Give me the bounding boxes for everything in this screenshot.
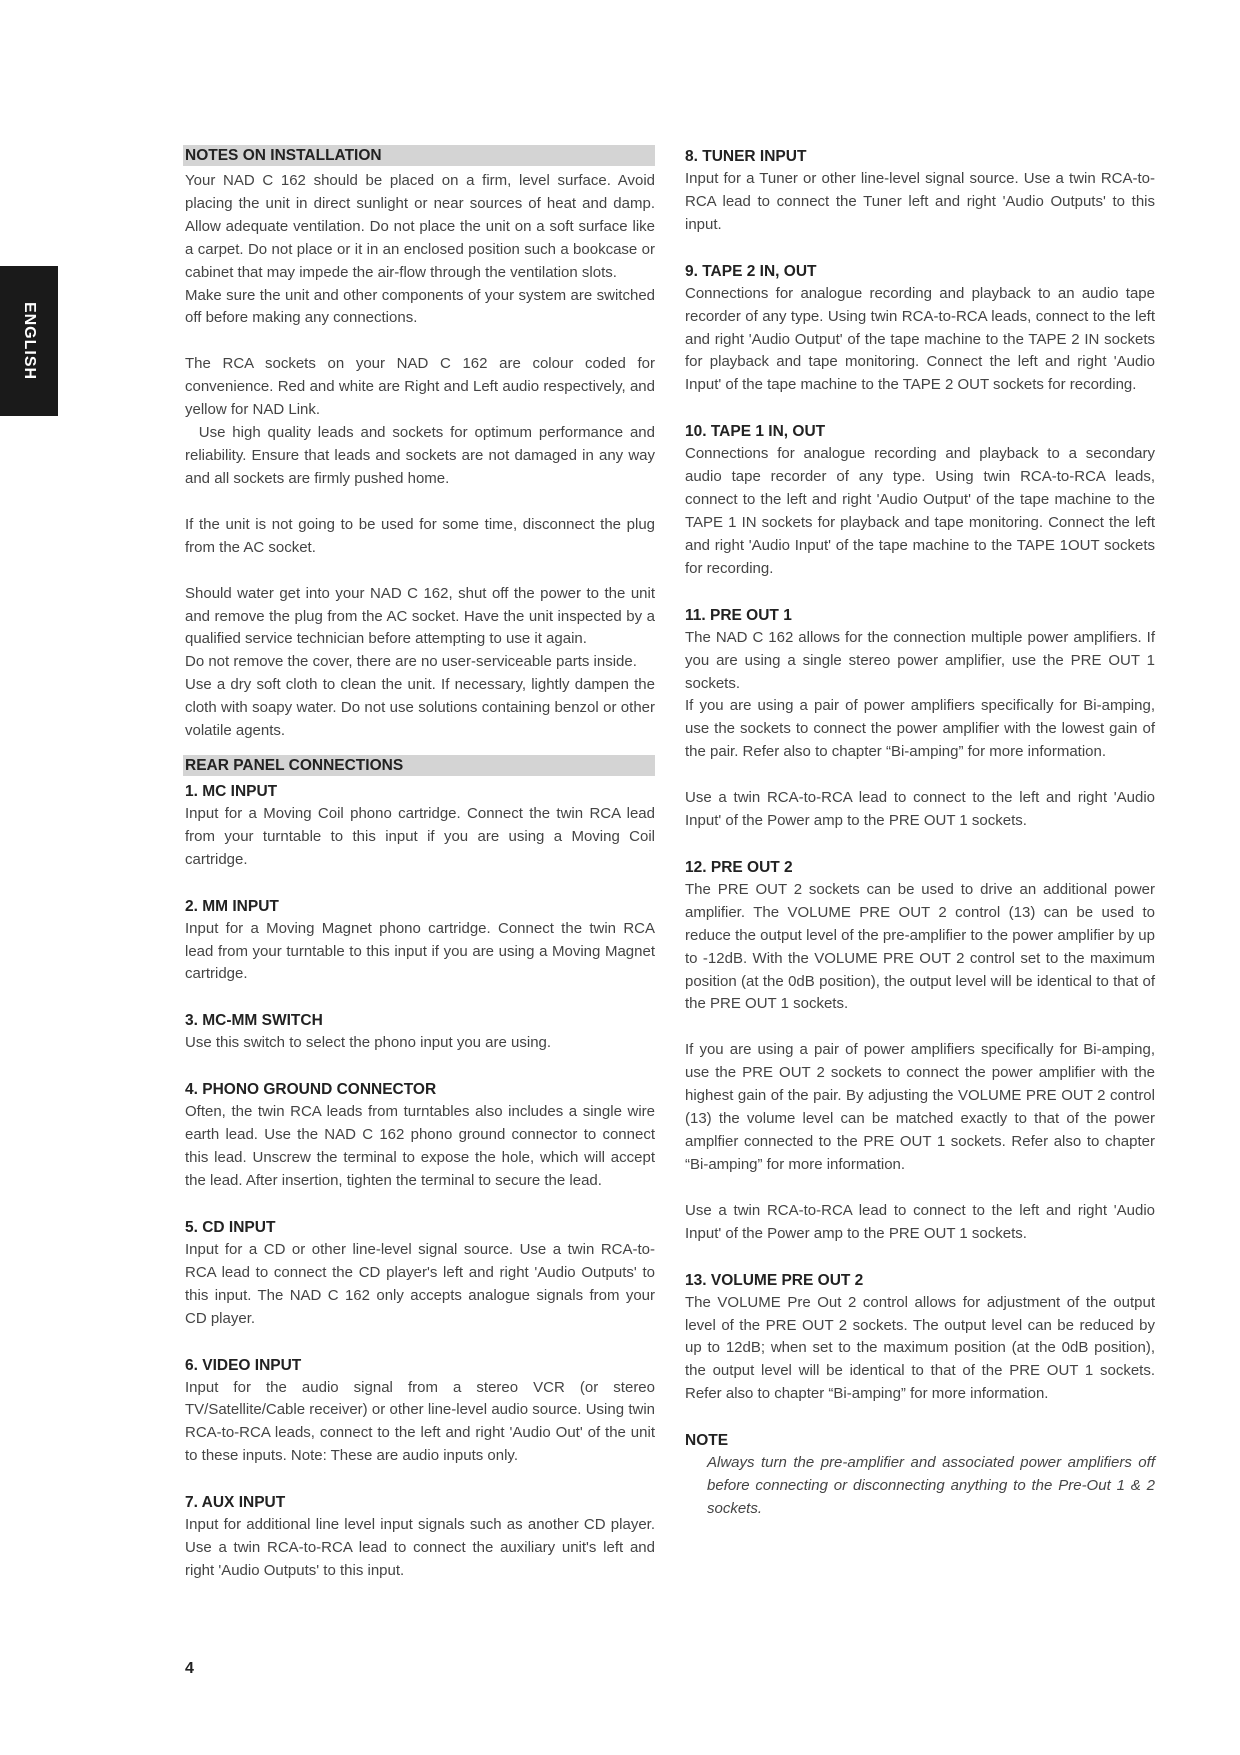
section-text-pre-out-2: Use a twin RCA-to-RCA lead to connect to the left and right 'Audio Input' of the Power amp to the PRE OUT 1 sockets. [685,1201,1155,1242]
rear-panel-title: REAR PANEL CONNECTIONS [183,755,655,776]
section-heading-tuner-input: 8. TUNER INPUT [685,148,807,165]
section-heading-aux-input: 7. AUX INPUT [185,1494,286,1512]
section-heading-cd-input: 5. CD INPUT [185,1218,276,1236]
language-tab [0,266,58,416]
installation-paragraph: Your NAD C 162 should be placed on a firm, level surface. Avoid placing the unit in direct sunlight or near sources of heat and damp. Allow adequate ventilation. Do not place the unit on a soft surface like a carpet. Do not place or it in an enclosed position such a bookcase or cabinet that may impede the air-flow through the ventilation slots. [185,172,655,281]
installation-paragraph: The RCA sockets on your NAD C 162 are colour coded for convenience. Red and white are Right and Left audio respectively, and yellow for NAD Link. [185,355,655,419]
section-text-phono-ground: Often, the twin RCA leads from turntables also includes a single wire earth lead. Use the NAD C 162 phono ground connector to connect this lead. Unscrew the terminal to expose the hole, which will accept the lead. After insertion, tighten the terminal to secure the lead. [185,1103,655,1189]
section-text-pre-out-1: Use a twin RCA-to-RCA lead to connect to the left and right 'Audio Input' of the Power amp to the PRE OUT 1 sockets. [685,789,1155,830]
page-number: 4 [185,1660,194,1677]
section-heading-video-input: 6. VIDEO INPUT [185,1356,302,1374]
section-heading-mm-input: 2. MM INPUT [185,897,279,915]
installation-paragraph: Use a dry soft cloth to clean the unit. If necessary, lightly dampen the cloth with soapy water. Do not use solutions containing benzol or other volatile agents. [185,676,655,740]
section-text-mm-input: Input for a Moving Magnet phono cartridge. Connect the twin RCA lead from your turntable to this input if you are using a Moving Magnet cartridge. [185,919,655,983]
section-text-tuner-input: Input for a Tuner or other line-level signal source. Use a twin RCA-to-RCA lead to connect the Tuner left and right 'Audio Outputs' to this input. [685,170,1155,233]
installation-paragraph: Use high quality leads and sockets for optimum performance and reliability. Ensure that leads and sockets are not damaged in any way and all sockets are firmly pushed home. [185,424,660,487]
section-heading-phono-ground: 4. PHONO GROUND CONNECTOR [185,1081,437,1099]
section-heading-mc-mm-switch: 3. MC-MM SWITCH [185,1012,323,1030]
language-tab-label: ENGLISH [21,301,38,381]
left-column [185,145,660,1583]
section-heading-pre-out-1: 11. PRE OUT 1 [685,606,792,624]
section-heading-tape-2: 9. TAPE 2 IN, OUT [685,262,817,280]
section-heading-mc-input: 1. MC INPUT [185,782,278,800]
section-text-pre-out-1: If you are using a pair of power amplifiers specifically for Bi-amping, use the sockets to connect the power amplifier with the lowest gain of the pair. Refer also to chapter “Bi-amping” for more information. [685,697,1155,761]
right-column [685,145,1155,1521]
note-text: Always turn the pre-amplifier and associated power amplifiers off before connecting or disconnecting anything to the Pre-Out 1 & 2 sockets. [707,1454,1155,1517]
installation-paragraph: Do not remove the cover, there are no user-serviceable parts inside. [185,653,637,671]
section-text-pre-out-2: If you are using a pair of power amplifiers specifically for Bi-amping, use the PRE OUT 2 sockets to connect the power amplifier with the highest gain of the pair. By adjusting the VOLUME PRE OUT 2 control (13) the volume level can be matched exactly to that of the power amplfier connected to the PRE OUT 1 sockets. Refer also to chapter “Bi-amping” for more information. [685,1041,1155,1173]
installation-paragraph: Make sure the unit and other components of your system are switched off before making any connections. [185,286,655,327]
section-text-cd-input: Input for a CD or other line-level signal source. Use a twin RCA-to-RCA lead to connect the CD player's left and right 'Audio Outputs' to this input. The NAD C 162 only accepts analogue signals from your CD player. [185,1240,655,1327]
section-text-mc-input: Input for a Moving Coil phono cartridge. Connect the twin RCA lead from your turntable to this input if you are using a Moving Coil cartridge. [185,804,655,868]
section-text-aux-input: Input for additional line level input signals such as another CD player. Use a twin RCA-to-RCA lead to connect the auxiliary unit's left and right 'Audio Outputs' to this input. [185,1516,655,1579]
section-text-pre-out-1: The NAD C 162 allows for the connection multiple power amplifiers. If you are using a single stereo power amplifier, use the PRE OUT 1 sockets. [685,628,1155,692]
installation-title: NOTES ON INSTALLATION [183,145,655,166]
installation-paragraph: Should water get into your NAD C 162, shut off the power to the unit and remove the plug from the AC socket. Have the unit inspected by a qualified service technician before attempting to use it again. [185,584,655,648]
installation-paragraph: If the unit is not going to be used for some time, disconnect the plug from the AC socket. [185,515,655,556]
section-heading-tape-1: 10. TAPE 1 IN, OUT [685,423,826,441]
section-text-pre-out-2: The PRE OUT 2 sockets can be used to drive an additional power amplifier. The VOLUME PRE OUT 2 control (13) can be used to reduce the output level of the pre-amplifier to the power amplifier by up to -12dB. With the VOLUME PRE OUT 2 control set to the maximum position (at the 0dB position), the output level will be identical to that of the PRE OUT 1 sockets. [685,880,1155,1013]
section-text-video-input: Input for the audio signal from a stereo VCR (or stereo TV/Satellite/Cable receiver) or other line-level audio source. Using twin RCA-to-RCA leads, connect to the left and right 'Audio Out' of the unit to these inputs. Note: These are audio inputs only. [185,1378,655,1465]
section-text-volume-pre-out-2: The VOLUME Pre Out 2 control allows for adjustment of the output level of the PRE OUT 2 sockets. The output level can be reduced by up to 12dB; when set to the maximum position (at the 0dB position), the output level will be identical to that of the PRE OUT 1 sockets. Refer also to chapter “Bi-amping” for more information. [685,1293,1155,1403]
note-heading: NOTE [685,1432,729,1450]
section-heading-volume-pre-out-2: 13. VOLUME PRE OUT 2 [685,1271,864,1289]
section-text-tape-2: Connections for analogue recording and playback to an audio tape recorder of any type. Using twin RCA-to-RCA leads, connect to the left and right 'Audio Output' of the tape machine to the TAPE 2 IN sockets for playback and tape monitoring. Connect the left and right 'Audio Input' of the tape machine to the TAPE 2 OUT sockets for recording. [685,284,1155,394]
section-text-tape-1: Connections for analogue recording and playback to a secondary audio tape recorder of any type. Using twin RCA-to-RCA leads, connect to the left and right 'Audio Output' of the tape machine to the TAPE 1 IN sockets for playback and tape monitoring. Connect the left and right 'Audio Input' of the tape machine to the TAPE 1OUT sockets for recording. [685,445,1155,577]
section-text-mc-mm-switch: Use this switch to select the phono input you are using. [185,1034,552,1052]
section-heading-pre-out-2: 12. PRE OUT 2 [685,858,793,876]
